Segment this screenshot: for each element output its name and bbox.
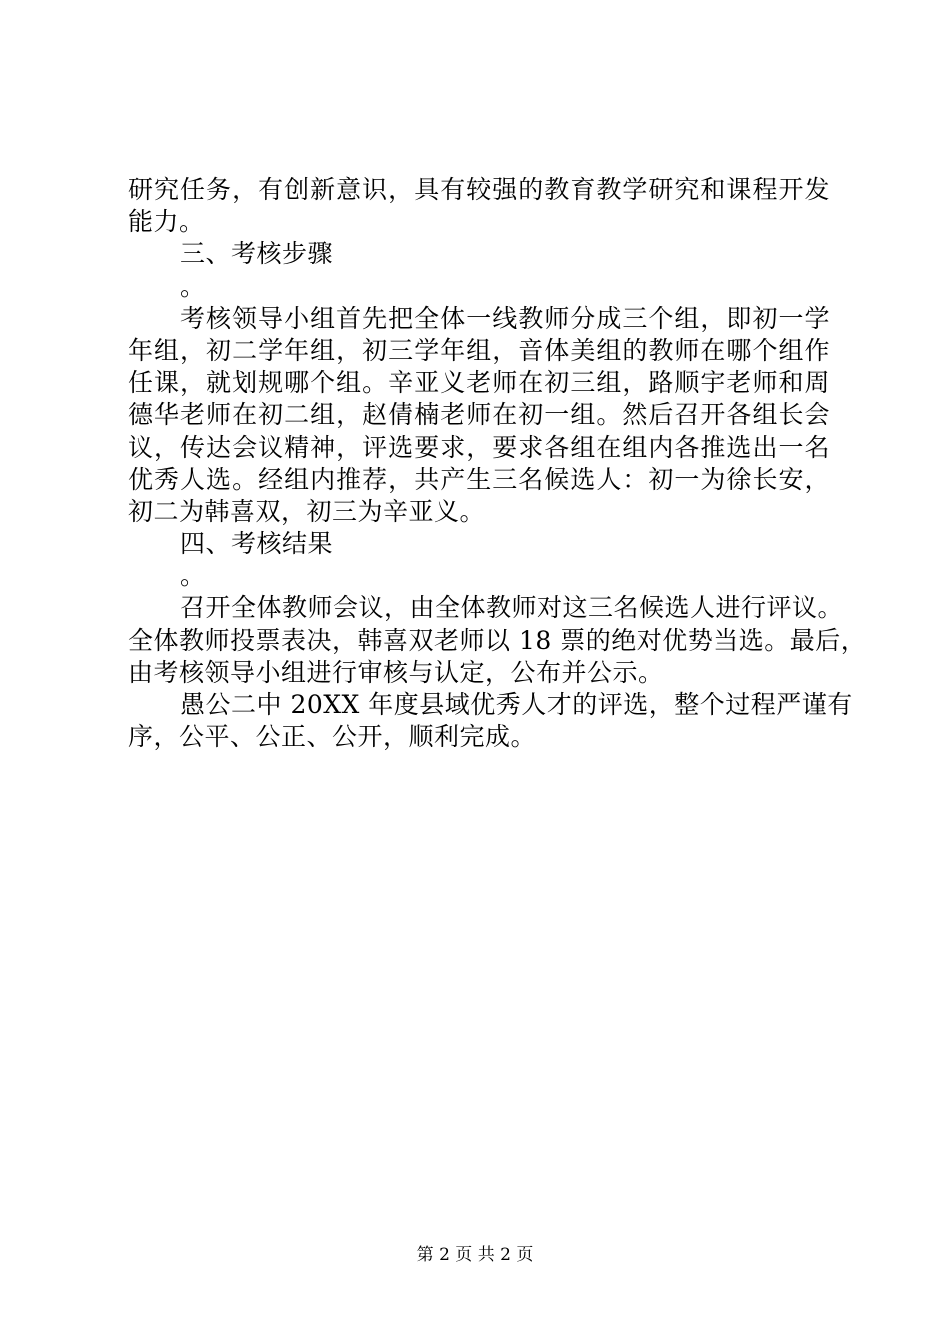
paragraph-line: 优秀人选。经组内推荐，共产生三名候选人：初一为徐长安，	[128, 464, 830, 494]
paragraph-line: 德华老师在初二组，赵倩楠老师在初一组。然后召开各组长会	[128, 400, 830, 430]
paragraph-line: 全体教师投票表决，韩喜双老师以 18 票的绝对优势当选。最后，	[128, 625, 867, 655]
document-body	[128, 174, 867, 753]
paragraph-line: 序，公平、公正、公开，顺利完成。	[128, 722, 537, 752]
paragraph-line: 由考核领导小组进行审核与认定，公布并公示。	[128, 657, 664, 687]
paragraph-line: 年组，初二学年组，初三学年组，音体美组的教师在哪个组作	[128, 335, 830, 365]
section-heading: 三、考核步骤	[180, 239, 334, 269]
paragraph-line: 能力。	[128, 207, 205, 237]
paragraph-line: 研究任务，有创新意识，具有较强的教育教学研究和课程开发	[128, 175, 830, 204]
paragraph-line: 召开全体教师会议，由全体教师对这三名候选人进行评议。	[180, 593, 844, 623]
paragraph-line: 议，传达会议精神，评选要求，要求各组在组内各推选出一名	[128, 432, 830, 462]
section-heading: 四、考核结果	[180, 529, 334, 559]
paragraph-line: 任课，就划规哪个组。辛亚义老师在初三组，路顺宇老师和周	[128, 368, 830, 398]
paragraph-line: 初二为韩喜双，初三为辛亚义。	[128, 496, 486, 526]
paragraph-line: 。	[180, 561, 206, 591]
paragraph-line: 。	[180, 271, 206, 301]
paragraph-line: 考核领导小组首先把全体一线教师分成三个组，即初一学	[180, 303, 830, 333]
page-number-footer: 第 2 页 共 2 页	[416, 1245, 534, 1265]
paragraph-line: 愚公二中 20XX 年度县域优秀人才的评选，整个过程严谨有	[180, 690, 853, 719]
